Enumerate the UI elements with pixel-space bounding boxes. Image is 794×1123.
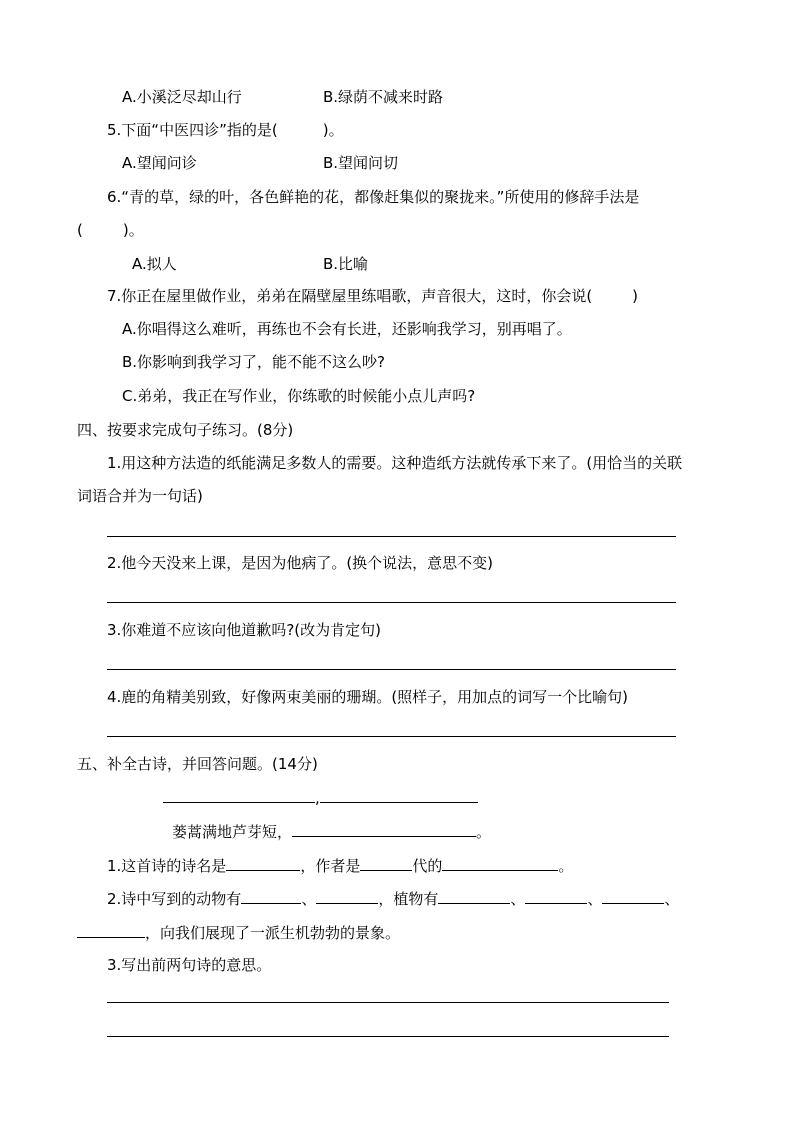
section5-q3-answer-line-2[interactable]	[107, 1036, 669, 1037]
section4-item1-line2: 词语合并为一句话)	[77, 487, 203, 505]
poem-line2-text: 蒌蒿满地芦芽短，	[172, 823, 293, 841]
q2-sep-3: 、	[587, 890, 603, 908]
section4-item3: 3.你难道不应该向他道歉吗?(改为肯定句)	[107, 621, 381, 639]
section5-q3: 3.写出前两句诗的意思。	[107, 956, 272, 974]
plant-blank-2[interactable]	[525, 887, 587, 904]
q1-text-c: 代的	[412, 857, 443, 875]
q5-stem-prefix: 5.下面“中医四诊”指的是(	[107, 121, 278, 139]
animal-blank-2[interactable]	[316, 887, 378, 904]
section4-item2-answer-line[interactable]	[107, 602, 676, 603]
q6-close-paren: )。	[122, 221, 144, 239]
section4-item1-line1: 1.用这种方法造的纸能满足多数人的需要。这种造纸方法就传承下来了。(用恰当的关联	[107, 454, 683, 472]
q2-line2-text: ，向我们展现了一派生机勃勃的景象。	[145, 924, 401, 942]
plant-blank-1[interactable]	[438, 887, 510, 904]
q2-text-a: 2.诗中写到的动物有	[107, 890, 242, 908]
q7-stem-suffix: )	[632, 287, 639, 305]
plant-blank-4[interactable]	[77, 921, 145, 938]
q2-sep-4: 、	[664, 890, 680, 908]
q1-text-b: ，作者是	[300, 857, 361, 875]
q6-stem: 6.“青的草，绿的叶，各色鲜艳的花，都像赶集似的聚拢来。”所使用的修辞手法是	[107, 188, 640, 206]
section4-item1-answer-line[interactable]	[107, 536, 676, 537]
q2-sep-1: 、	[301, 890, 317, 908]
animal-blank-1[interactable]	[241, 887, 301, 904]
poem-line1-comma: ,	[315, 789, 320, 807]
q7-option-b: B.你影响到我学习了，能不能不这么吵?	[122, 353, 386, 371]
section5-q1	[107, 854, 573, 876]
poem-line1-blank-1[interactable]	[163, 786, 315, 803]
poem-title-blank[interactable]	[226, 854, 300, 871]
q5-option-b: B.望闻问切	[323, 154, 399, 172]
q5-stem-suffix: )。	[322, 121, 344, 139]
q6-option-a: A.拟人	[132, 255, 177, 273]
plant-blank-3[interactable]	[602, 887, 664, 904]
q2-text-b: ，植物有	[378, 890, 439, 908]
section4-item4-answer-line[interactable]	[107, 736, 676, 737]
q6-option-b: B.比喻	[323, 255, 369, 273]
poem-line2	[172, 820, 491, 842]
section5-q2-line2	[77, 921, 400, 943]
section4-item4: 4.鹿的角精美别致，好像两束美丽的珊瑚。(照样子，用加点的词写一个比喻句)	[107, 688, 629, 706]
section5-title: 五、补全古诗，并回答问题。(14分)	[77, 755, 318, 773]
q4-option-b: B.绿荫不减来时路	[323, 88, 444, 106]
q7-stem-prefix: 7.你正在屋里做作业，弟弟在隔壁屋里练唱歌，声音很大，这时，你会说(	[107, 287, 593, 305]
q2-sep-2: 、	[510, 890, 526, 908]
section5-q2	[107, 887, 679, 909]
section4-item3-answer-line[interactable]	[107, 669, 676, 670]
q5-stem	[107, 120, 344, 140]
q6-stem-cont	[77, 220, 144, 240]
poem-line2-end: 。	[476, 823, 492, 841]
q5-option-a: A.望闻问诊	[122, 154, 197, 172]
section5-q3-answer-line-1[interactable]	[107, 1002, 669, 1003]
q7-stem	[107, 286, 638, 306]
poem-line1-blank-2[interactable]	[320, 786, 478, 803]
section4-item2: 2.他今天没来上课，是因为他病了。(换个说法，意思不变)	[107, 554, 494, 572]
q7-option-a: A.你唱得这么难听，再练也不会有长进，还影响我学习，别再唱了。	[122, 320, 572, 338]
poem-line1	[163, 786, 478, 808]
section4-title: 四、按要求完成句子练习。(8分)	[77, 421, 294, 439]
dynasty-blank[interactable]	[360, 854, 412, 871]
author-blank[interactable]	[442, 854, 558, 871]
poem-line2-blank[interactable]	[292, 820, 476, 837]
q6-open-paren: (	[77, 221, 83, 239]
q1-text-a: 1.这首诗的诗名是	[107, 857, 227, 875]
q1-text-d: 。	[558, 857, 574, 875]
q4-option-a: A.小溪泛尽却山行	[122, 88, 242, 106]
q7-option-c: C.弟弟，我正在写作业，你练歌的时候能小点儿声吗?	[122, 387, 476, 405]
